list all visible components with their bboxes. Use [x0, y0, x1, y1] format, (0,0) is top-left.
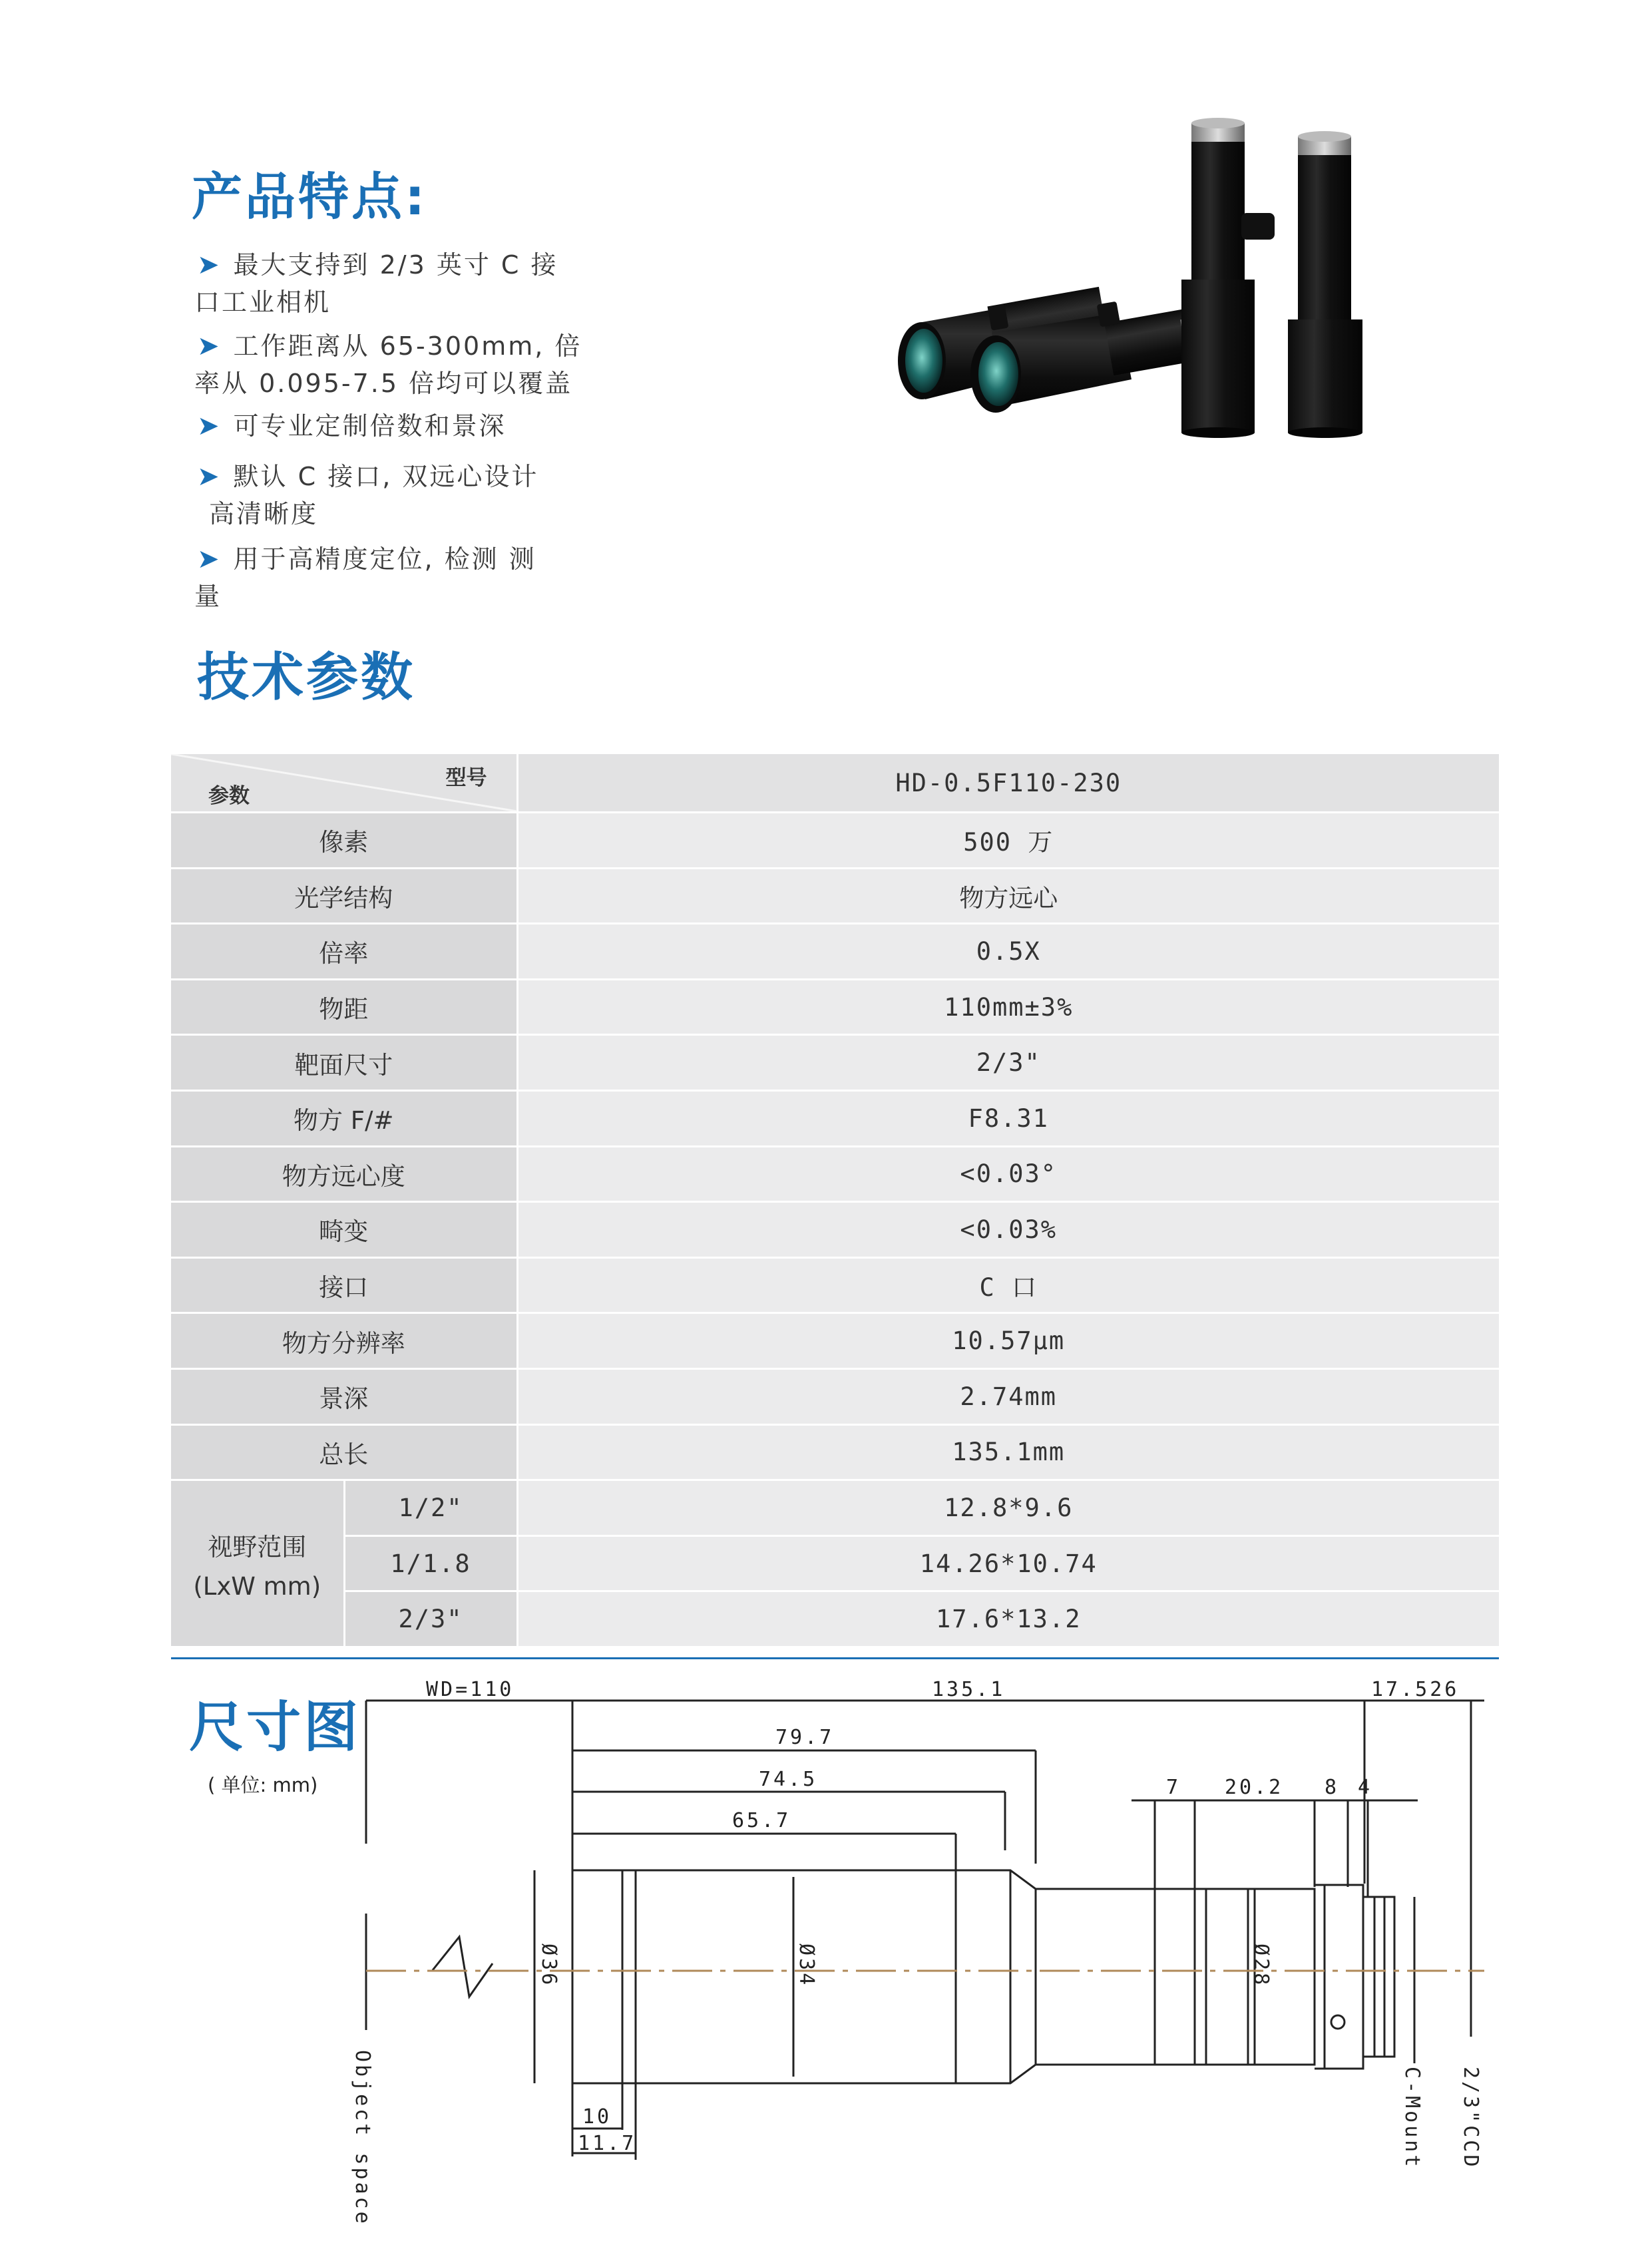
fov-value: 17.6*13.2 — [517, 1591, 1499, 1647]
table-row — [171, 1202, 1499, 1258]
fov-label — [171, 1480, 344, 1647]
dimension-drawing — [0, 1651, 1652, 2241]
dim-wd: WD=110 — [426, 1678, 515, 1701]
arrow-icon: ➤ — [197, 461, 222, 492]
fov-value: 14.26*10.74 — [517, 1535, 1499, 1591]
row-value: 135.1mm — [517, 1424, 1499, 1480]
row-value: 0.5X — [517, 924, 1499, 980]
dim-65-7: 65.7 — [732, 1809, 791, 1832]
dimensions-title: 尺寸图 — [189, 1696, 361, 1759]
row-value: F8.31 — [517, 1090, 1499, 1146]
unit-note: ( 单位: mm) — [208, 1774, 318, 1796]
header-cell — [171, 754, 517, 813]
table-row — [171, 1257, 1499, 1313]
spec-header-row — [171, 754, 1499, 813]
model-value: HD-0.5F110-230 — [517, 754, 1499, 813]
feature-line: 最大支持到 2/3 英寸 C 接 — [233, 250, 558, 280]
row-label: 接口 — [171, 1257, 517, 1313]
feature-line: 高清晰度 — [209, 499, 319, 528]
row-value: 2.74mm — [517, 1368, 1499, 1424]
features-title: 产品特点: — [192, 167, 428, 226]
dim-11-7: 11.7 — [578, 2132, 637, 2155]
dim-20-2: 20.2 — [1225, 1776, 1284, 1799]
table-row — [171, 1090, 1499, 1146]
specs-title: 技术参数 — [197, 648, 416, 708]
arrow-icon: ➤ — [197, 331, 222, 361]
row-label: 总长 — [171, 1424, 517, 1480]
row-label: 物方分辨率 — [171, 1313, 517, 1369]
row-label: 物方远心度 — [171, 1146, 517, 1202]
product-photo — [879, 113, 1424, 446]
table-row — [171, 813, 1499, 869]
row-value: <0.03° — [517, 1146, 1499, 1202]
feature-line: 默认 C 接口, 双远心设计 — [233, 462, 539, 491]
table-row — [171, 1424, 1499, 1480]
dim-74-5: 74.5 — [759, 1768, 818, 1791]
table-row — [171, 1591, 1499, 1647]
feature-item — [194, 246, 583, 321]
table-row — [171, 1313, 1499, 1369]
dim-10: 10 — [582, 2105, 612, 2129]
header-model-label: 型号 — [445, 766, 487, 790]
dim-dia28: Ø28 — [1249, 1943, 1273, 1988]
table-row — [171, 1535, 1499, 1591]
feature-line: 可专业定制倍数和景深 — [233, 411, 507, 441]
row-label: 畸变 — [171, 1202, 517, 1258]
feature-line: 率从 0.095-7.5 倍均可以覆盖 — [194, 369, 573, 398]
dim-total: 135.1 — [932, 1678, 1006, 1701]
arrow-icon: ➤ — [197, 411, 222, 441]
fov-value: 12.8*9.6 — [517, 1480, 1499, 1536]
row-label: 物距 — [171, 979, 517, 1035]
arrow-icon: ➤ — [197, 250, 222, 280]
feature-item — [197, 458, 583, 532]
table-row — [171, 1146, 1499, 1202]
dim-4: 4 — [1358, 1776, 1373, 1799]
dim-rear: 17.526 — [1371, 1678, 1460, 1701]
row-value: 500 万 — [517, 813, 1499, 869]
fov-label-line1: 视野范围 — [208, 1532, 307, 1561]
row-value: 110mm±3% — [517, 979, 1499, 1035]
fov-sensor: 1/2" — [344, 1480, 517, 1536]
row-value: 物方远心 — [517, 868, 1499, 924]
table-row — [171, 924, 1499, 980]
row-value: <0.03% — [517, 1202, 1499, 1258]
fov-sensor: 2/3" — [344, 1591, 517, 1647]
dim-79-7: 79.7 — [775, 1726, 835, 1749]
feature-line: 用于高精度定位, 检测 测 — [233, 544, 536, 574]
lens-vertical-plain — [1288, 131, 1362, 438]
c-mount-label: C-Mount — [1400, 2067, 1424, 2170]
table-row — [171, 1480, 1499, 1536]
row-label: 像素 — [171, 813, 517, 869]
fov-label-line2: (LxW mm) — [193, 1571, 321, 1601]
row-label: 靶面尺寸 — [171, 1035, 517, 1091]
row-label: 物方 F/# — [171, 1090, 517, 1146]
row-label: 光学结构 — [171, 868, 517, 924]
table-row — [171, 1368, 1499, 1424]
ccd-label: 2/3"CCD — [1459, 2067, 1482, 2170]
row-value: 10.57μm — [517, 1313, 1499, 1369]
lens-vertical-knob — [1181, 118, 1275, 438]
fov-sensor: 1/1.8 — [344, 1535, 517, 1591]
header-param-label: 参数 — [208, 784, 250, 808]
row-value: 2/3" — [517, 1035, 1499, 1091]
spec-table — [171, 754, 1499, 1648]
table-row — [171, 1035, 1499, 1091]
dim-7: 7 — [1166, 1776, 1181, 1799]
feature-item — [197, 407, 583, 445]
dim-8: 8 — [1325, 1776, 1340, 1799]
row-label: 景深 — [171, 1368, 517, 1424]
row-value: C 口 — [517, 1257, 1499, 1313]
table-row — [171, 868, 1499, 924]
feature-line: 工作距离从 65-300mm, 倍 — [233, 331, 582, 361]
arrow-icon: ➤ — [197, 544, 222, 574]
feature-item — [194, 540, 583, 615]
feature-line: 口工业相机 — [194, 288, 331, 317]
feature-line: 量 — [194, 582, 222, 611]
dim-dia34: Ø34 — [795, 1943, 818, 1988]
row-label: 倍率 — [171, 924, 517, 980]
table-row — [171, 979, 1499, 1035]
dim-dia36: Ø36 — [537, 1943, 560, 1988]
feature-item — [194, 327, 583, 402]
object-space-label: Object space — [351, 2050, 374, 2226]
